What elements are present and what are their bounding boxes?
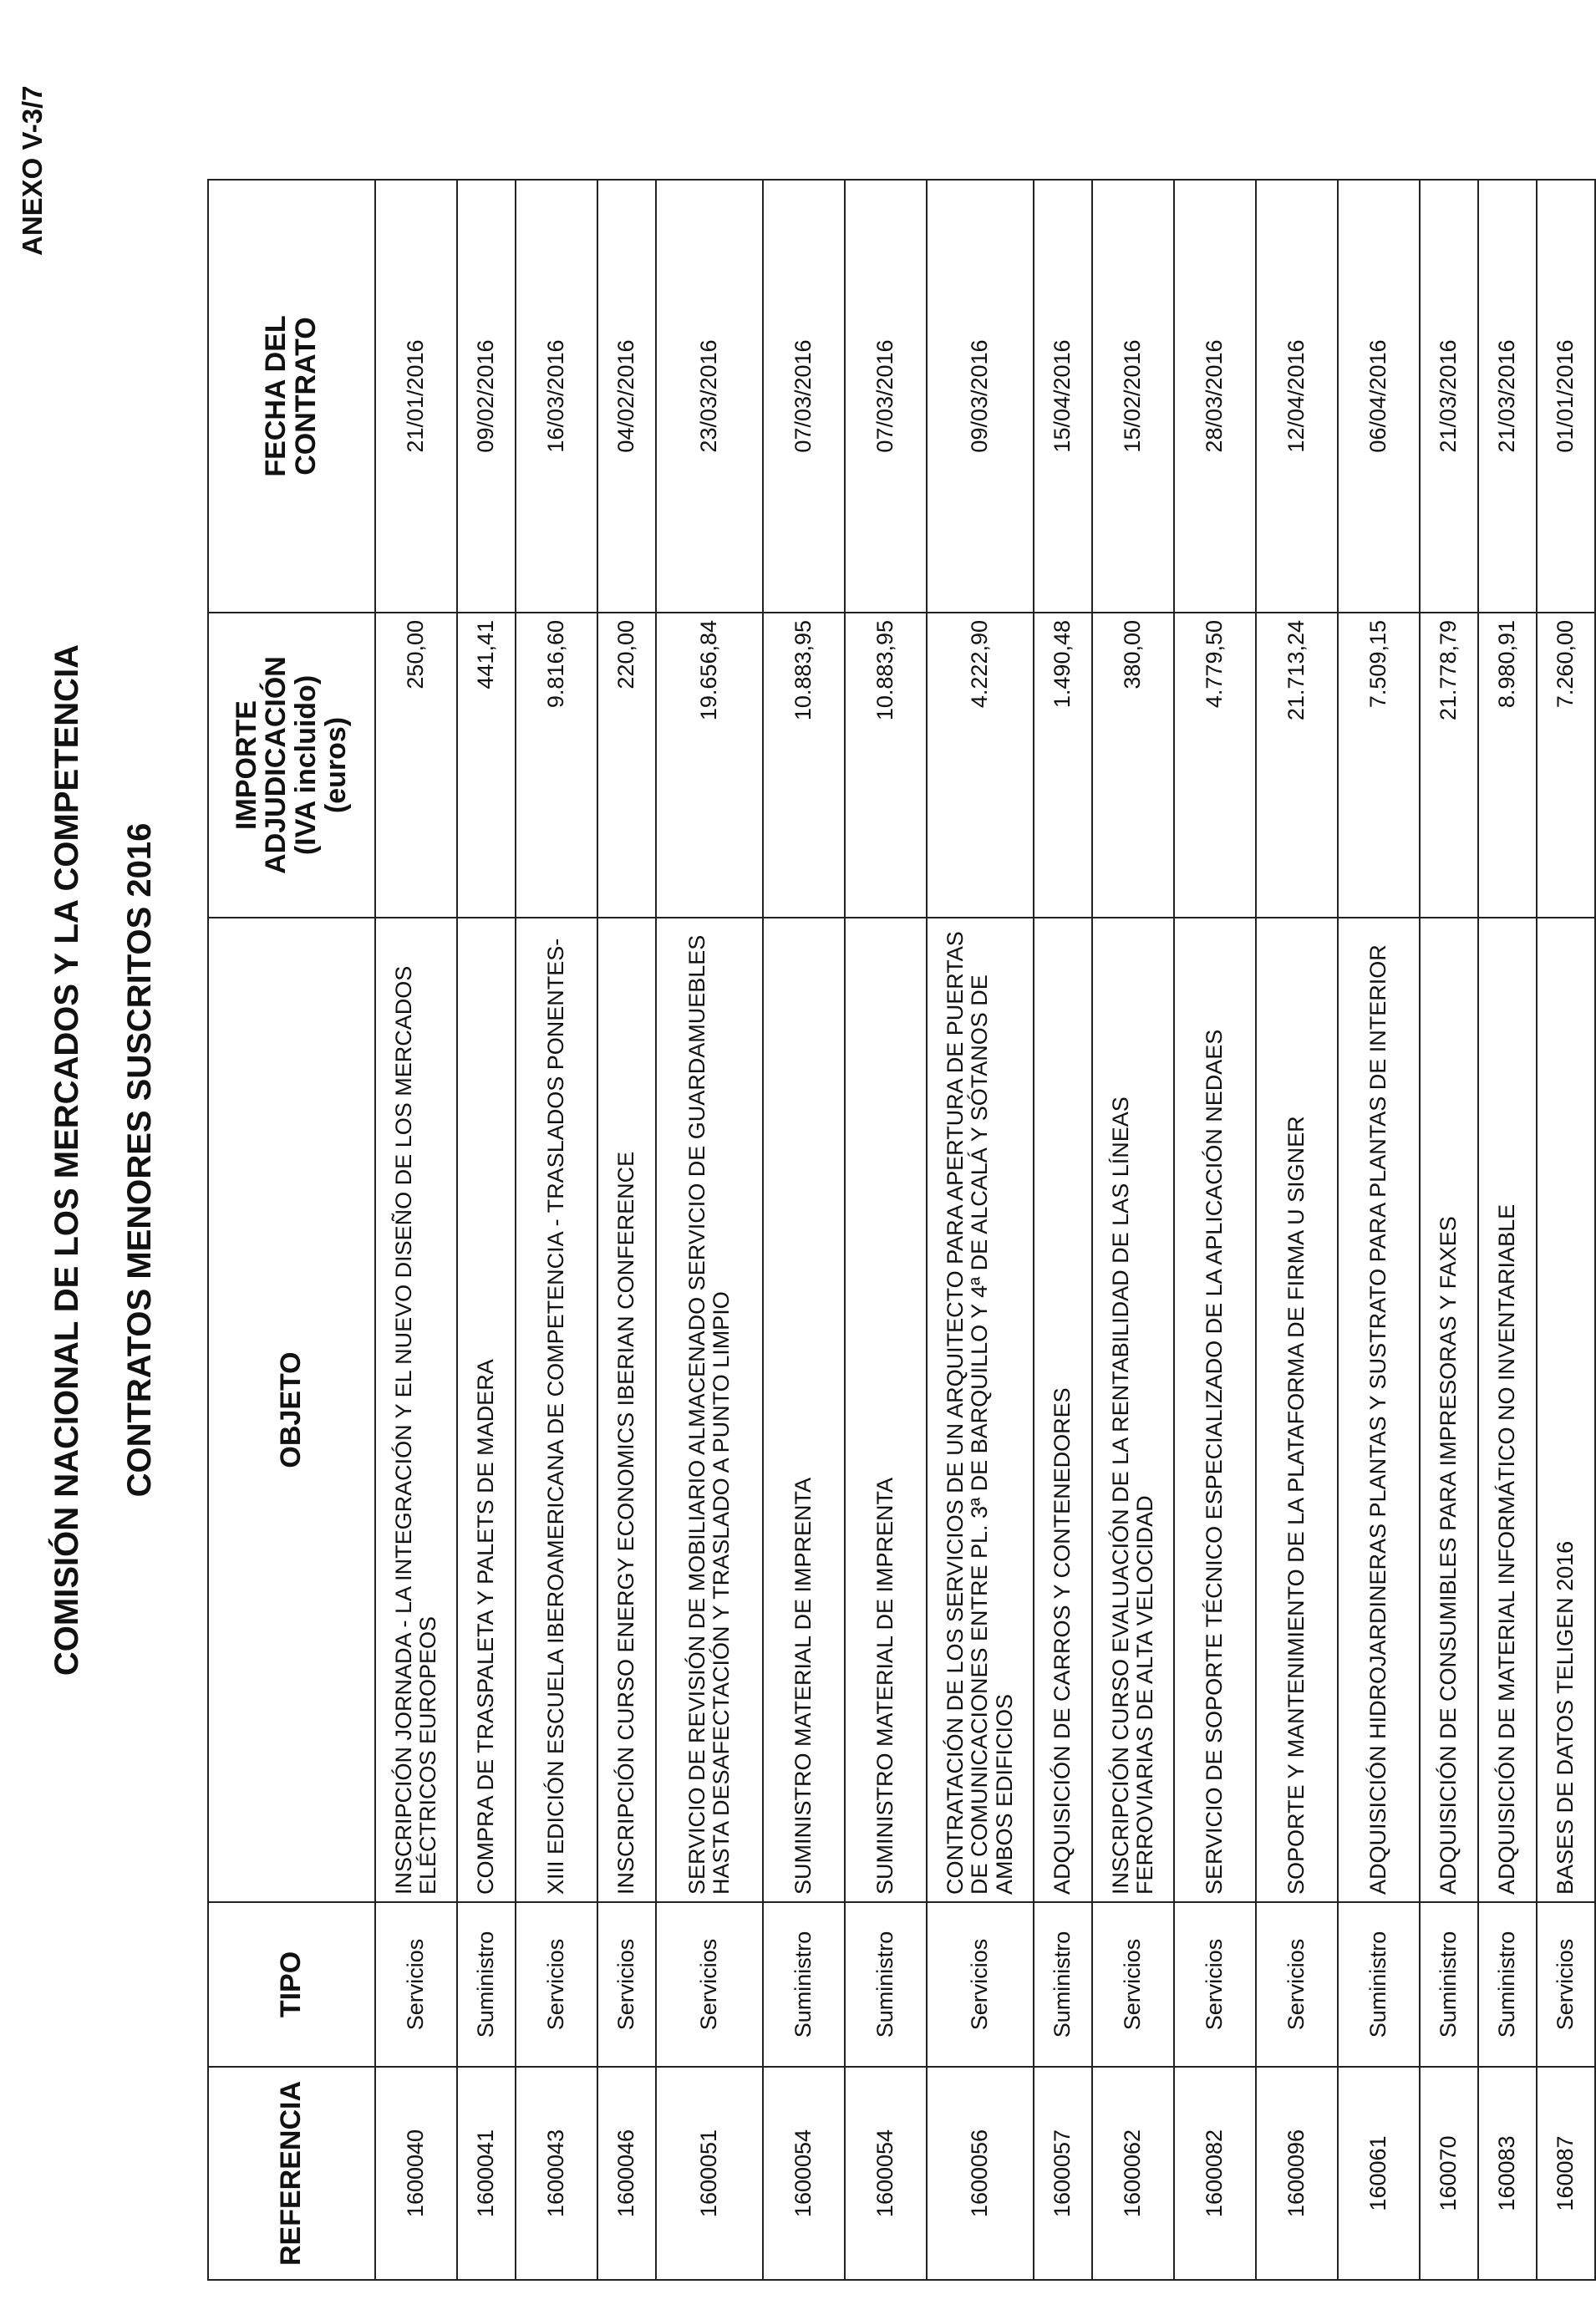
table-row <box>597 180 656 2280</box>
cell-importe: 7.260,00 <box>1537 613 1595 918</box>
cell-referencia: 1600040 <box>375 2067 457 2280</box>
cell-fecha: 28/03/2016 <box>1174 180 1256 613</box>
cell-tipo: Servicios <box>1537 1902 1595 2067</box>
cell-objeto: ADQUISICIÓN DE CARROS Y CONTENEDORES <box>1034 918 1092 1902</box>
document-title: CONTRATOS MENORES SUSCRITOS 2016 <box>121 822 158 1498</box>
cell-objeto: XIII EDICIÓN ESCUELA IBEROAMERICANA DE COMPETENCIA - TRASLADOS PONENTES- <box>516 918 597 1902</box>
header-fecha <box>208 180 375 613</box>
cell-importe: 250,00 <box>375 613 457 918</box>
cell-tipo: Servicios <box>927 1902 1034 2067</box>
cell-fecha: 07/03/2016 <box>845 180 927 613</box>
cell-referencia: 1600056 <box>927 2067 1034 2280</box>
cell-importe: 441,41 <box>457 613 516 918</box>
table-row <box>763 180 845 2280</box>
cell-tipo: Servicios <box>656 1902 763 2067</box>
cell-tipo: Servicios <box>597 1902 656 2067</box>
cell-tipo: Servicios <box>1256 1902 1338 2067</box>
cell-importe: 220,00 <box>597 613 656 918</box>
header-importe <box>208 613 375 918</box>
cell-fecha: 09/03/2016 <box>927 180 1034 613</box>
cell-objeto: ADQUISICIÓN DE MATERIAL INFORMÁTICO NO INVENTARIABLE <box>1478 918 1537 1902</box>
cell-referencia: 160083 <box>1478 2067 1537 2280</box>
cell-referencia: 1600054 <box>845 2067 927 2280</box>
cell-referencia: 1600041 <box>457 2067 516 2280</box>
cell-referencia: 160070 <box>1420 2067 1478 2280</box>
cell-referencia: 1600051 <box>656 2067 763 2280</box>
cell-fecha: 12/04/2016 <box>1256 180 1338 613</box>
header-referencia: REFERENCIA <box>208 2067 375 2280</box>
header-objeto: OBJETO <box>208 918 375 1902</box>
cell-objeto: INSCRIPCIÓN CURSO EVALUACIÓN DE LA RENTABILIDAD DE LAS LÍNEAS FERROVIARIAS DE ALTA VELOCIDAD <box>1092 918 1174 1902</box>
cell-importe: 4.779,50 <box>1174 613 1256 918</box>
cell-importe: 10.883,95 <box>845 613 927 918</box>
cell-objeto: INSCRIPCIÓN CURSO ENERGY ECONOMICS IBERIAN CONFERENCE <box>597 918 656 1902</box>
cell-importe: 19.656,84 <box>656 613 763 918</box>
cell-tipo: Suministro <box>1478 1902 1537 2067</box>
cell-objeto: SERVICIO DE SOPORTE TÉCNICO ESPECIALIZADO DE LA APLICACIÓN NEDAES <box>1174 918 1256 1902</box>
cell-referencia: 1600062 <box>1092 2067 1174 2280</box>
cell-importe: 380,00 <box>1092 613 1174 918</box>
table-row <box>1092 180 1174 2280</box>
cell-fecha: 21/01/2016 <box>375 180 457 613</box>
table-row <box>1256 180 1338 2280</box>
cell-importe: 8.980,91 <box>1478 613 1537 918</box>
annex-label: ANEXO V-3/7 <box>17 85 48 256</box>
cell-tipo: Servicios <box>375 1902 457 2067</box>
cell-objeto: BASES DE DATOS TELIGEN 2016 <box>1537 918 1595 1902</box>
cell-objeto: SUMINISTRO MATERIAL DE IMPRENTA <box>763 918 845 1902</box>
cell-tipo: Suministro <box>1338 1902 1420 2067</box>
table-row <box>1420 180 1478 2280</box>
cell-tipo: Servicios <box>1174 1902 1256 2067</box>
cell-importe: 10.883,95 <box>763 613 845 918</box>
cell-tipo: Suministro <box>1420 1902 1478 2067</box>
table-row <box>845 180 927 2280</box>
cell-fecha: 23/03/2016 <box>656 180 763 613</box>
cell-fecha: 07/03/2016 <box>763 180 845 613</box>
cell-referencia: 1600082 <box>1174 2067 1256 2280</box>
header-fecha-line: FECHA DEL <box>260 315 292 477</box>
cell-referencia: 1600043 <box>516 2067 597 2280</box>
cell-referencia: 1600054 <box>763 2067 845 2280</box>
cell-fecha: 16/03/2016 <box>516 180 597 613</box>
cell-fecha: 21/03/2016 <box>1420 180 1478 613</box>
cell-fecha: 15/04/2016 <box>1034 180 1092 613</box>
cell-importe: 21.713,24 <box>1256 613 1338 918</box>
table-header-row <box>208 180 375 2280</box>
cell-referencia: 1600096 <box>1256 2067 1338 2280</box>
table-row <box>656 180 763 2280</box>
table-row <box>375 180 457 2280</box>
cell-tipo: Servicios <box>516 1902 597 2067</box>
cell-objeto: SOPORTE Y MANTENIMIENTO DE LA PLATAFORMA DE FIRMA U SIGNER <box>1256 918 1338 1902</box>
cell-importe: 21.778,79 <box>1420 613 1478 918</box>
cell-tipo: Suministro <box>763 1902 845 2067</box>
table-row <box>516 180 597 2280</box>
organization-title: COMISIÓN NACIONAL DE LOS MERCADOS Y LA COMPETENCIA <box>48 644 85 1676</box>
table-row <box>1338 180 1420 2280</box>
cell-tipo: Servicios <box>1092 1902 1174 2067</box>
table-row <box>1174 180 1256 2280</box>
cell-fecha: 09/02/2016 <box>457 180 516 613</box>
header-importe-line: IMPORTE <box>230 700 262 830</box>
cell-tipo: Suministro <box>457 1902 516 2067</box>
cell-objeto: INSCRIPCIÓN JORNADA - LA INTEGRACIÓN Y EL NUEVO DISEÑO DE LOS MERCADOS ELÉCTRICOS EUROPEOS <box>375 918 457 1902</box>
header-importe-line: (IVA incluido) <box>290 674 322 856</box>
cell-objeto: CONTRATACIÓN DE LOS SERVICIOS DE UN ARQUITECTO PARA APERTURA DE PUERTAS DE COMUNICACIONES ENTRE PL. 3ª DE BARQUILLO Y 4ª DE ALCALÁ Y SÓTANOS DE AMBOS EDIFICIOS <box>927 918 1034 1902</box>
header-tipo: TIPO <box>208 1902 375 2067</box>
cell-objeto: SUMINISTRO MATERIAL DE IMPRENTA <box>845 918 927 1902</box>
cell-tipo: Suministro <box>845 1902 927 2067</box>
table-row <box>457 180 516 2280</box>
cell-objeto: SERVICIO DE REVISIÓN DE MOBILIARIO ALMACENADO SERVICIO DE GUARDAMUEBLES HASTA DESAFECTACIÓN Y TRASLADO A PUNTO LIMPIO <box>656 918 763 1902</box>
cell-fecha: 15/02/2016 <box>1092 180 1174 613</box>
cell-objeto: COMPRA DE TRASPALETA Y PALETS DE MADERA <box>457 918 516 1902</box>
cell-referencia: 1600057 <box>1034 2067 1092 2280</box>
cell-referencia: 160061 <box>1338 2067 1420 2280</box>
cell-objeto: ADQUISICIÓN HIDROJARDINERAS PLANTAS Y SUSTRATO PARA PLANTAS DE INTERIOR <box>1338 918 1420 1902</box>
cell-importe: 7.509,15 <box>1338 613 1420 918</box>
cell-importe: 4.222,90 <box>927 613 1034 918</box>
table-row <box>927 180 1034 2280</box>
cell-fecha: 04/02/2016 <box>597 180 656 613</box>
cell-fecha: 06/04/2016 <box>1338 180 1420 613</box>
cell-importe: 1.490,48 <box>1034 613 1092 918</box>
cell-fecha: 01/01/2016 <box>1537 180 1595 613</box>
header-importe-line: ADJUDICACIÓN <box>260 656 292 874</box>
cell-referencia: 160087 <box>1537 2067 1595 2280</box>
cell-referencia: 1600046 <box>597 2067 656 2280</box>
table-row <box>1537 180 1595 2280</box>
header-importe-line: (euros) <box>319 716 352 814</box>
cell-tipo: Suministro <box>1034 1902 1092 2067</box>
cell-importe: 9.816,60 <box>516 613 597 918</box>
header-fecha-line: CONTRATO <box>290 317 322 476</box>
contracts-table <box>207 179 1596 2281</box>
table-row <box>1478 180 1537 2280</box>
table-row <box>1034 180 1092 2280</box>
cell-fecha: 21/03/2016 <box>1478 180 1537 613</box>
cell-objeto: ADQUISICIÓN DE CONSUMIBLES PARA IMPRESORAS Y FAXES <box>1420 918 1478 1902</box>
